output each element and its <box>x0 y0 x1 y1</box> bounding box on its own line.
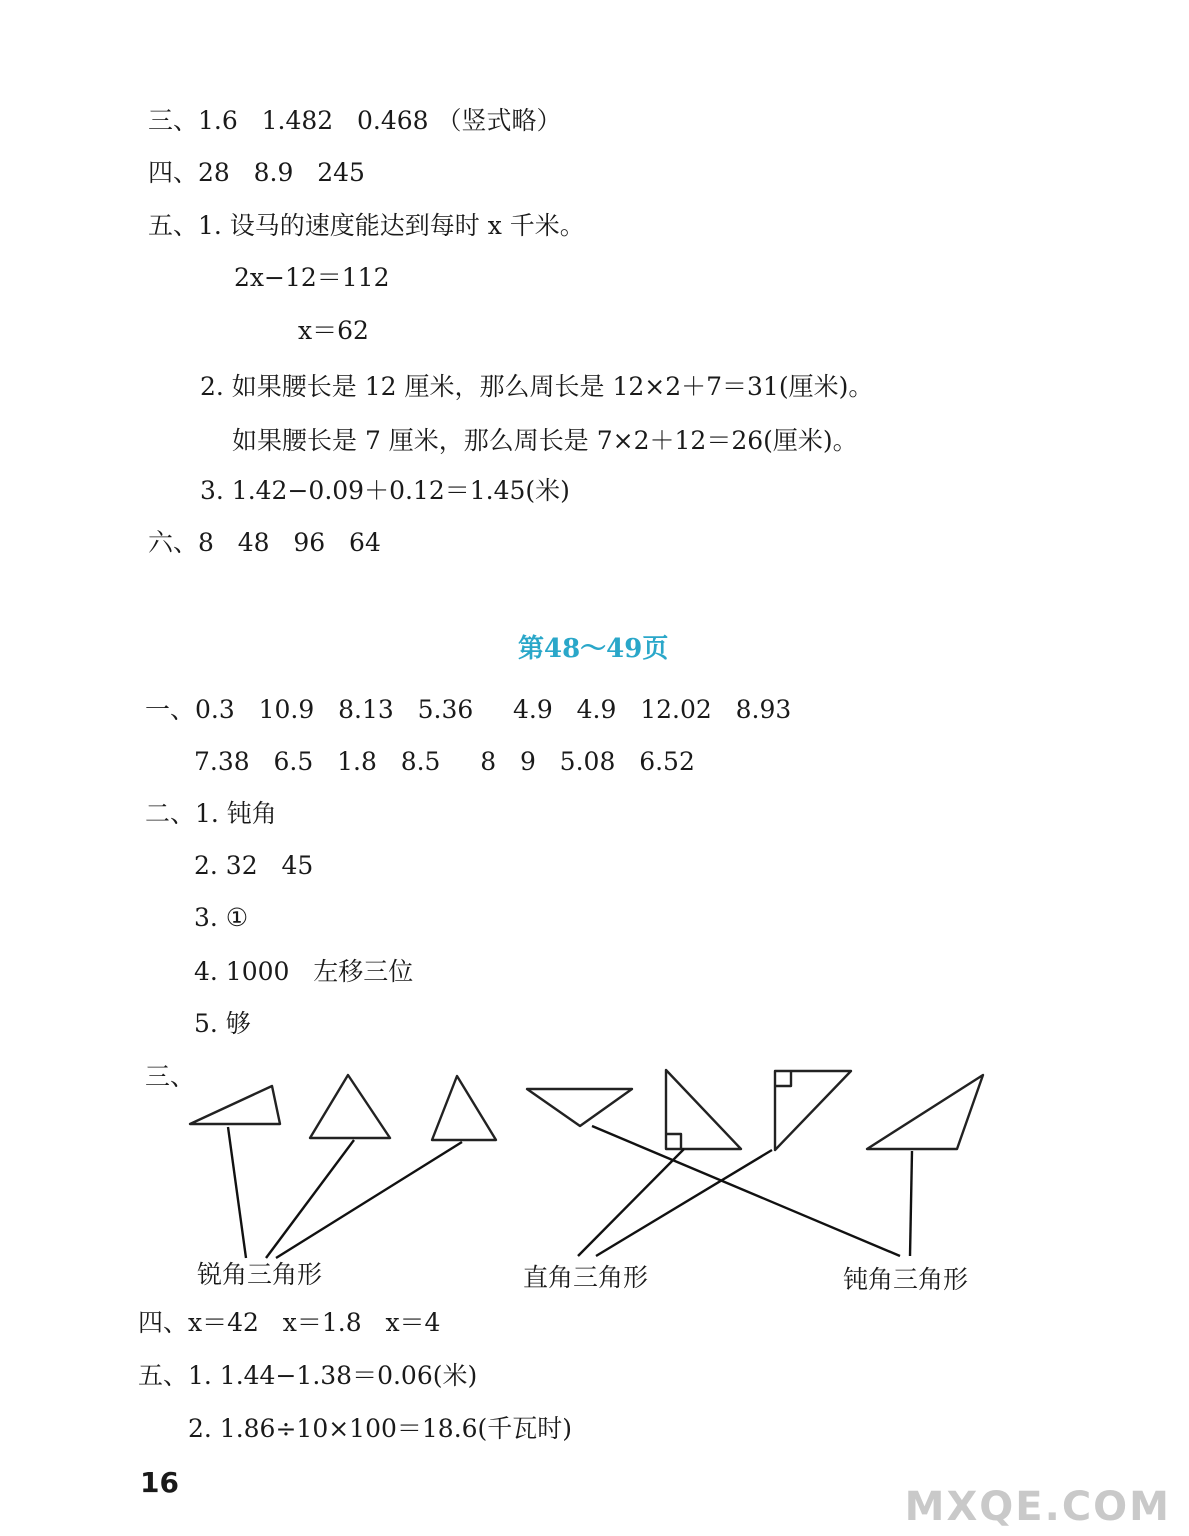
answer-line-4: 四、28 8.9 245 <box>148 158 365 187</box>
answer-line-2-3: 3. ① <box>194 903 249 932</box>
label-right-triangle: 直角三角形 <box>523 1263 649 1292</box>
triangle-obtuse-1 <box>527 1089 632 1126</box>
page-number: 16 <box>140 1466 179 1499</box>
section-heading: 第48～49页 <box>518 634 669 664</box>
equation-line: 2x−12＝112 <box>234 263 390 292</box>
right-angle-mark-2 <box>775 1071 791 1086</box>
answer-line-2-4: 4. 1000 左移三位 <box>194 957 414 986</box>
match-line <box>578 1149 684 1256</box>
answer-line-6: 六、8 48 96 64 <box>148 528 381 557</box>
triangle-acute-3 <box>432 1076 496 1140</box>
triangle-right-1 <box>666 1070 741 1149</box>
triangle-right-2 <box>775 1071 851 1150</box>
answer-line-2-2: 2. 32 45 <box>194 851 314 880</box>
answer-line-5b-1: 五、1. 1.44−1.38＝0.06(米) <box>138 1361 478 1390</box>
label-obtuse-triangle: 钝角三角形 <box>843 1265 969 1294</box>
watermark: MXQE.COM <box>904 1484 1171 1530</box>
right-angle-mark-1 <box>666 1134 681 1149</box>
match-line <box>276 1142 462 1258</box>
match-line <box>266 1140 354 1258</box>
answer-line-5-2a: 2. 如果腰长是 12 厘米，那么周长是 12×2＋7＝31(厘米)。 <box>200 372 874 401</box>
answer-line-2-1: 二、1. 钝角 <box>145 799 277 828</box>
answer-line-4b: 四、x＝42 x＝1.8 x＝4 <box>138 1308 441 1337</box>
triangle-acute-2 <box>310 1075 390 1138</box>
answer-line-1b: 7.38 6.5 1.8 8.5 8 9 5.08 6.52 <box>194 747 695 776</box>
answer-line-5-3: 3. 1.42−0.09＋0.12＝1.45(米) <box>200 476 570 505</box>
match-line <box>592 1126 900 1256</box>
triangle-obtuse-2 <box>867 1075 983 1149</box>
answer-line-5b-2: 2. 1.86÷10×100＝18.6(千瓦时) <box>188 1414 573 1443</box>
label-acute-triangle: 锐角三角形 <box>197 1260 323 1289</box>
answer-line-3-label: 三、 <box>145 1062 196 1091</box>
match-line <box>910 1151 912 1256</box>
match-line <box>228 1127 246 1258</box>
answer-line-5-2b: 如果腰长是 7 厘米，那么周长是 7×2＋12＝26(厘米)。 <box>232 426 858 455</box>
triangle-acute-1 <box>190 1086 280 1124</box>
solution-line: x＝62 <box>298 316 369 345</box>
answer-line-2-5: 5. 够 <box>194 1009 251 1038</box>
answer-line-3: 三、1.6 1.482 0.468 （竖式略） <box>148 106 562 135</box>
answer-line-5-1: 五、1. 设马的速度能达到每时 x 千米。 <box>148 211 585 240</box>
answer-line-1a: 一、0.3 10.9 8.13 5.36 4.9 4.9 12.02 8.93 <box>145 695 792 724</box>
